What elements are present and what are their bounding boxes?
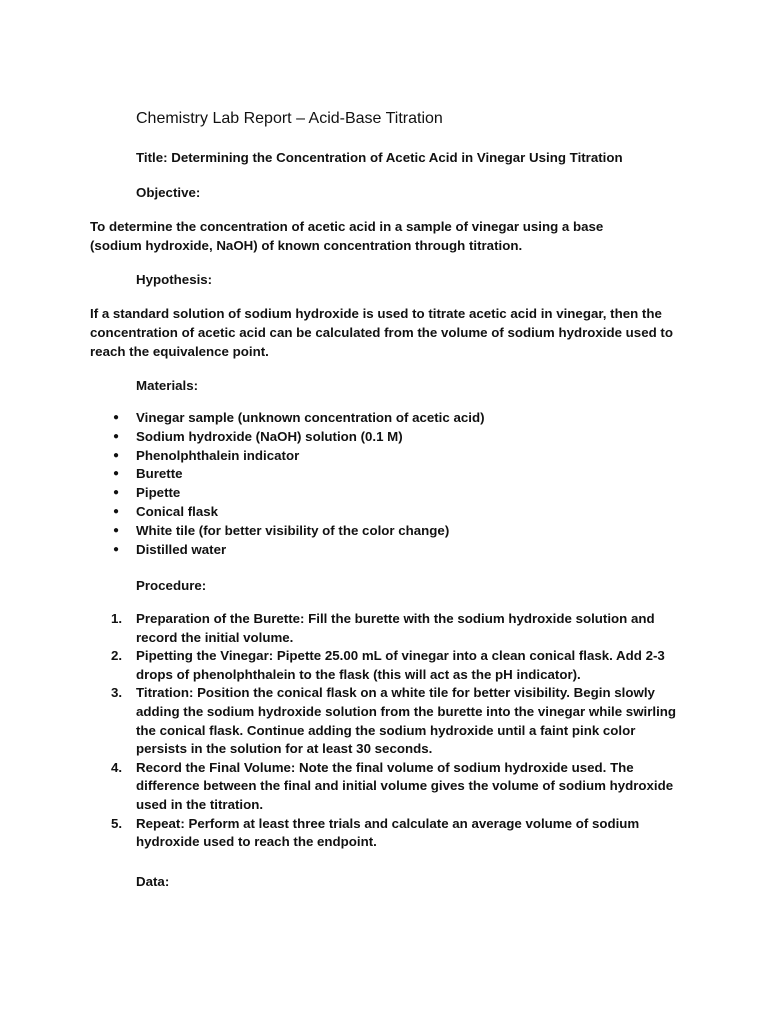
material-label: Sodium hydroxide (NaOH) solution (0.1 M) [136,428,403,444]
material-label: Distilled water [136,541,227,557]
procedure-heading: Procedure: [136,578,207,593]
procedure-list [0,610,690,852]
procedure-step [0,684,690,758]
step-number: 3. [111,685,123,701]
step-text: Record the Final Volume: Note the final volume of sodium hydroxide used. The difference between the final and initial volume gives the volume of sodium hydroxide used in the titration. [136,759,674,812]
bullet-icon: ● [113,487,120,499]
material-label: Phenolphthalein indicator [136,447,300,463]
bullet-icon: ● [113,505,120,517]
data-heading: Data: [136,874,170,889]
material-label: White tile (for better visibility of the color change) [136,522,450,538]
step-number: 4. [111,759,123,775]
step-text: Repeat: Perform at least three trials and calculate an average volume of sodium hydroxide used to reach the endpoint. [136,815,640,850]
step-text: Titration: Position the conical flask on a white tile for better visibility. Begin slowly adding the sodium hydroxide solution from the burette into the vinegar while swirling the conical flask. Continue adding the sodium hydroxide until a faint pink color persists in the solution for at least 30 seconds. [136,685,677,757]
procedure-step [0,647,690,684]
list-item [0,428,485,447]
bullet-icon: ● [113,449,120,461]
procedure-step [0,610,690,647]
bullet-icon: ● [113,430,120,442]
report-subtitle: Title: Determining the Concentration of Acetic Acid in Vinegar Using Titration [136,150,623,165]
material-label: Pipette [136,485,181,501]
list-item [0,409,485,428]
report-title: Chemistry Lab Report – Acid-Base Titration [136,110,443,127]
objective-text: To determine the concentration of acetic acid in a sample of vinegar using a base (sodium hydroxide, NaOH) of known concentration through titration. [90,219,604,253]
procedure-step [0,759,690,815]
procedure-step [0,815,690,852]
hypothesis-text: If a standard solution of sodium hydroxide is used to titrate acetic acid in vinegar, then the concentration of acetic acid can be calculated from the volume of sodium hydroxide used to reach the equivalence point. [90,306,673,359]
step-text: Pipetting the Vinegar: Pipette 25.00 mL of vinegar into a clean conical flask. Add 2-3 drops of phenolphthalein to the flask (this will act as the pH indicator). [136,648,665,682]
materials-heading: Materials: [136,378,199,393]
list-item [0,465,485,484]
material-label: Burette [136,466,183,482]
materials-list [0,409,485,559]
step-number: 1. [111,611,123,626]
material-label: Vinegar sample (unknown concentration of acetic acid) [136,410,485,425]
list-item [0,447,485,466]
objective-heading: Objective: [136,185,201,200]
bullet-icon: ● [113,412,120,423]
list-item [0,503,485,522]
bullet-icon: ● [113,524,120,536]
step-number: 5. [111,815,123,831]
step-text: Preparation of the Burette: Fill the burette with the sodium hydroxide solution and record the initial volume. [136,611,655,645]
bullet-icon: ● [113,543,120,555]
hypothesis-heading: Hypothesis: [136,272,213,287]
list-item [0,541,485,560]
list-item [0,484,485,503]
bullet-icon: ● [113,468,120,480]
step-number: 2. [111,648,123,664]
material-label: Conical flask [136,503,219,519]
list-item [0,522,485,541]
